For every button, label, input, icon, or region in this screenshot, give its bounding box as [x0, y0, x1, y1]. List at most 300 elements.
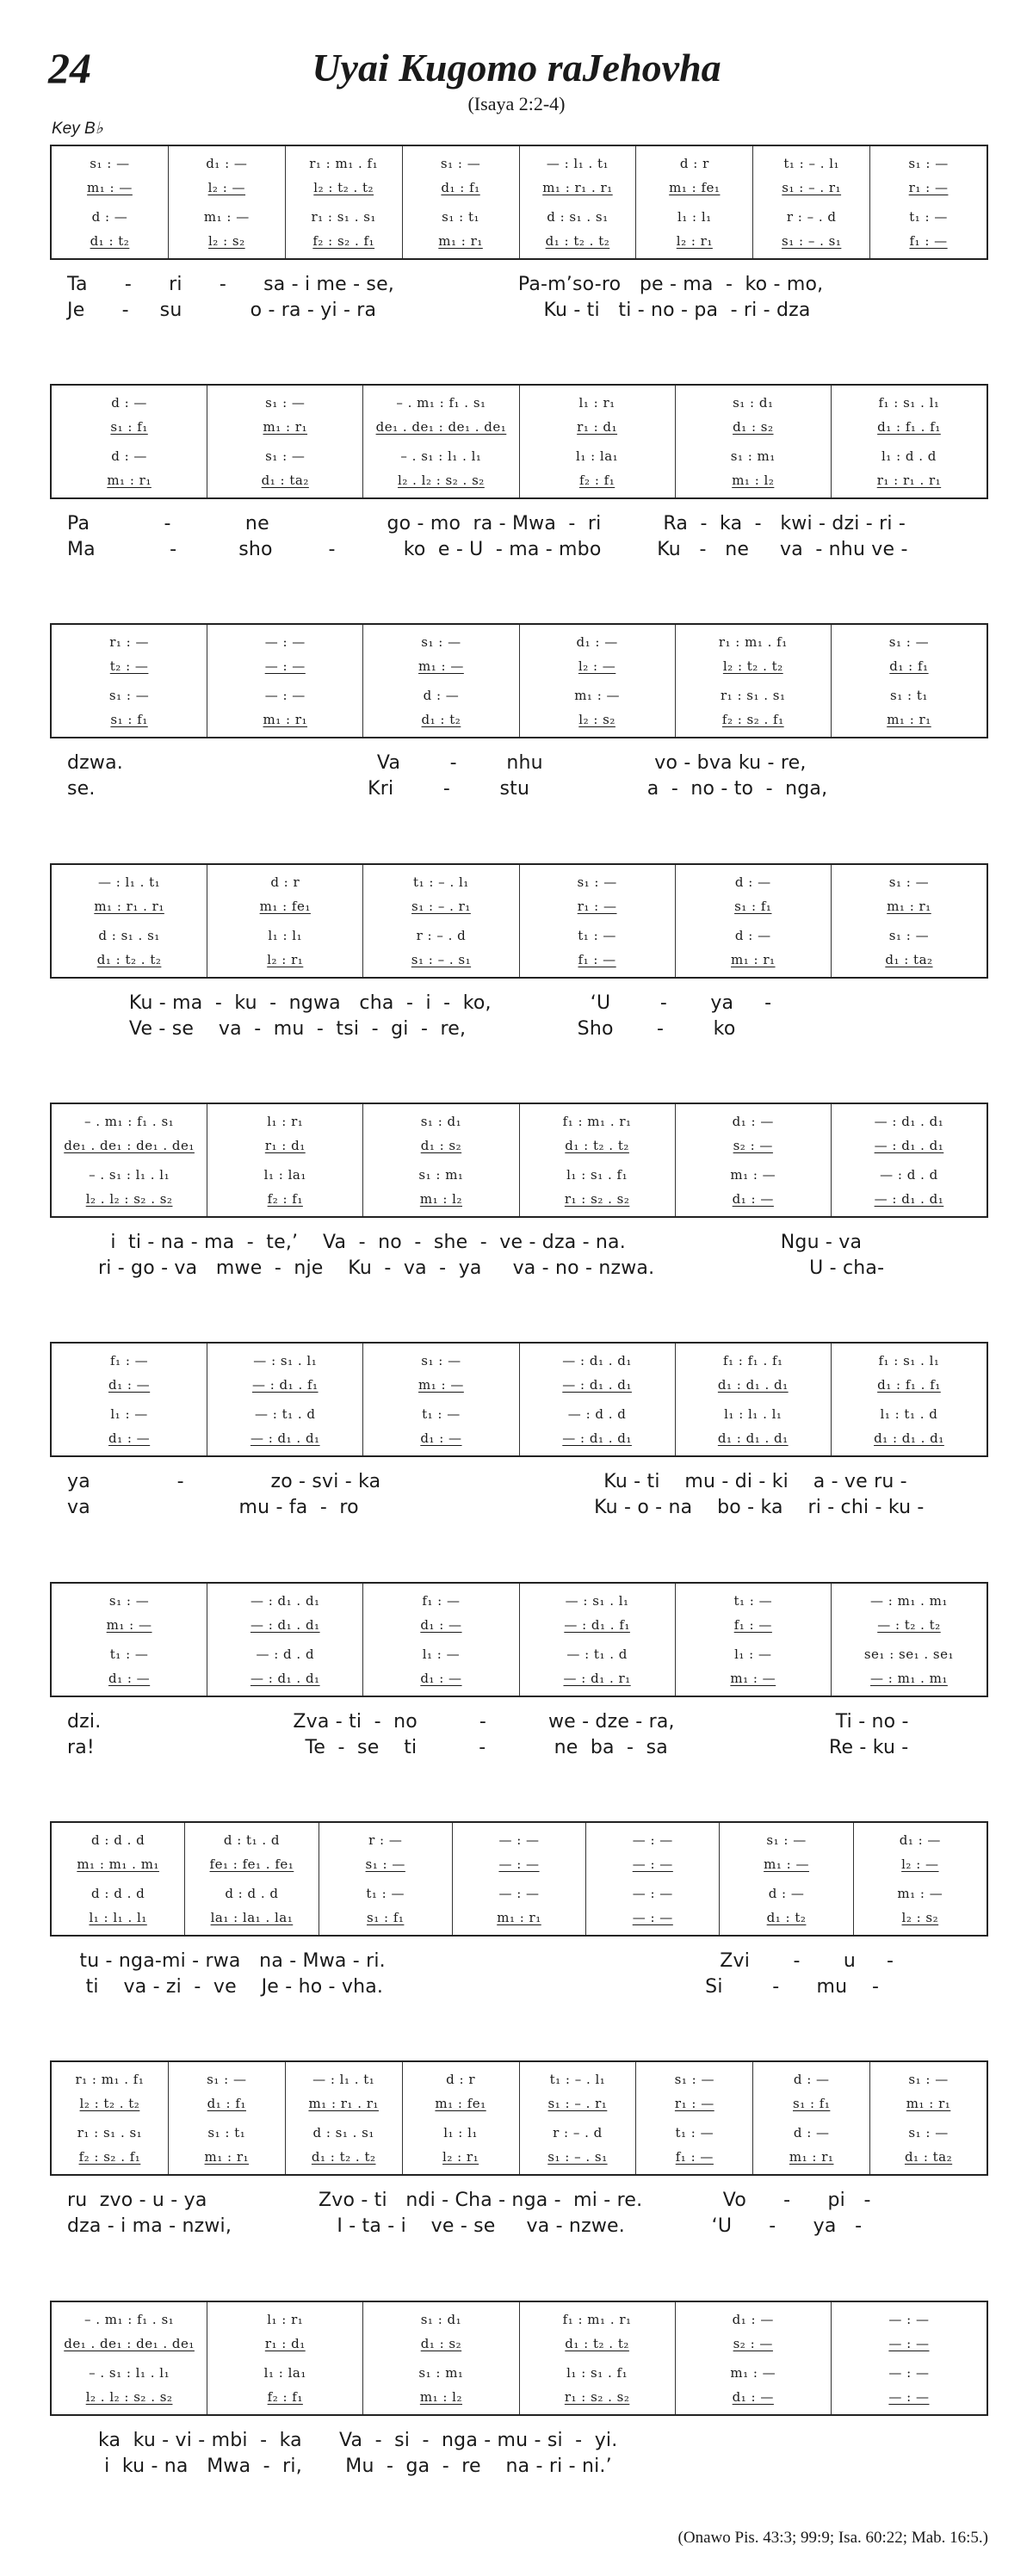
measure — [831, 386, 987, 497]
note-row: m₁ : r₁ — [263, 419, 308, 435]
note-row: d₁ : ta₂ — [904, 2149, 953, 2165]
note-row: r : – . d — [553, 2125, 603, 2140]
note-row: — : s₁ . l₁ — [565, 1593, 629, 1609]
measure — [52, 625, 207, 737]
measure — [675, 625, 831, 737]
lyric-line: ra! Te - se ti - ne ba - sa Re - ku - — [67, 1737, 909, 1758]
note-row: d : s₁ . s₁ — [547, 209, 609, 225]
note-row: d : — — [793, 2125, 830, 2140]
note-row: l₂ . l₂ : s₂ . s₂ — [85, 1191, 173, 1207]
note-row: r : – . d — [416, 928, 467, 943]
measure — [285, 2062, 402, 2174]
note-row: m₁ : l₂ — [732, 473, 775, 488]
note-row: d₁ : ta₂ — [261, 473, 309, 488]
measure — [207, 386, 362, 497]
measure — [362, 386, 518, 497]
note-row: s₁ : t₁ — [442, 209, 479, 225]
note-row: m₁ : fe₁ — [435, 2096, 486, 2111]
measure — [285, 146, 402, 258]
note-row: s₁ : f₁ — [793, 2096, 831, 2111]
note-row: — : — — [632, 1856, 673, 1872]
note-row: — : t₁ . d — [254, 1406, 316, 1422]
measure — [168, 2062, 285, 2174]
note-row: m₁ : — — [730, 1167, 776, 1183]
note-row: d₁ : d₁ . d₁ — [717, 1430, 789, 1446]
note-row: de₁ . de₁ : de₁ . de₁ — [64, 1138, 195, 1153]
lyric-line: Ve - se va - mu - tsi - gi - re, Sho - ko — [67, 1018, 736, 1040]
note-row: l₂ : r₁ — [442, 2149, 479, 2165]
note-row: d₁ : f₁ — [207, 2096, 246, 2111]
note-row: t₁ : – . l₁ — [549, 2072, 606, 2087]
note-row: t₁ : – . l₁ — [783, 156, 840, 171]
note-row: — : d₁ . d₁ — [562, 1377, 632, 1393]
note-row: m₁ : l₂ — [419, 1191, 462, 1207]
note-row: s₁ : — — [421, 634, 461, 650]
note-row: l₁ : la₁ — [263, 2365, 306, 2381]
note-row: d : r — [679, 156, 709, 171]
measure — [831, 1104, 987, 1216]
measure — [52, 146, 168, 258]
note-row: d₁ : t₂ . t₂ — [96, 952, 162, 967]
note-row: — : d₁ . f₁ — [251, 1377, 319, 1393]
note-row: r₁ : s₁ . s₁ — [721, 688, 786, 703]
staff — [50, 1582, 988, 1697]
note-row: s₁ : – . s₁ — [547, 2149, 608, 2165]
measure — [869, 2062, 987, 2174]
note-row: d : — — [111, 448, 147, 464]
note-row: s₁ : — — [674, 2072, 714, 2087]
note-row: – . m₁ : f₁ . s₁ — [84, 1114, 175, 1129]
note-row: d₁ : s₂ — [420, 2336, 462, 2351]
measure — [362, 1104, 518, 1216]
note-row: d₁ : — — [108, 1430, 151, 1446]
note-row: d : d . d — [91, 1832, 145, 1848]
note-row: l₂ : r₁ — [267, 952, 304, 967]
note-row: d₁ : t₂ — [90, 233, 130, 249]
note-row: r₁ : s₂ . s₂ — [564, 2389, 630, 2405]
measure — [319, 1823, 452, 1935]
note-row: l₁ : r₁ — [267, 2312, 304, 2327]
note-row: d₁ : f₁ — [441, 180, 480, 195]
measure — [831, 865, 987, 977]
note-row: f₁ : — — [422, 1593, 461, 1609]
note-row: — : — — [888, 2312, 930, 2327]
measure — [362, 865, 518, 977]
lyric-line: dza - i ma - nzwi, I - ta - i ve - se va - nzwe. ‘U - ya - — [67, 2215, 863, 2237]
note-row: f₁ : m₁ . r₁ — [562, 1114, 632, 1129]
note-row: m₁ : — — [574, 688, 621, 703]
note-row: s₁ : f₁ — [367, 1910, 405, 1925]
note-row: s₁ : — — [908, 2125, 949, 2140]
lyric-line: Ku - ma - ku - ngwa cha - i - ko, ‘U - ya - — [67, 992, 772, 1014]
note-row: l₂ : s₂ — [208, 233, 245, 249]
note-row: f₁ : m₁ . r₁ — [562, 2312, 632, 2327]
note-row: — : m₁ . m₁ — [870, 1593, 948, 1609]
measure — [519, 2062, 636, 2174]
lyric-line: dzwa. Va - nhu vo - bva ku - re, — [67, 752, 807, 774]
measure — [519, 1584, 675, 1696]
note-row: s₁ : f₁ — [734, 899, 772, 914]
note-row: — : l₁ . t₁ — [312, 2072, 375, 2087]
measure — [402, 146, 519, 258]
note-row: l₂ : — — [578, 658, 616, 674]
note-row: m₁ : r₁ — [906, 2096, 951, 2111]
note-row: r₁ : m₁ . f₁ — [718, 634, 788, 650]
note-row: t₂ : — — [109, 658, 149, 674]
measure — [52, 1584, 207, 1696]
scripture-reference: (Isaya 2:2-4) — [467, 93, 566, 114]
note-row: f₂ : f₁ — [578, 473, 615, 488]
lyric-line: i ti - na - ma - te,’ Va - no - she - ve - dza - na. Ngu - va — [67, 1232, 863, 1253]
note-row: — : — — [888, 2389, 930, 2405]
note-row: — : — — [888, 2336, 930, 2351]
note-row: l₂ : t₂ . t₂ — [313, 180, 374, 195]
note-row: s₁ : — — [888, 874, 930, 890]
measure — [675, 2302, 831, 2414]
note-row: s₁ : — — [888, 928, 930, 943]
note-row: r : — — [368, 1832, 403, 1848]
note-row: — : l₁ . t₁ — [97, 874, 161, 890]
note-row: d : s₁ . s₁ — [312, 2125, 374, 2140]
note-row: — : d₁ . d₁ — [562, 1430, 632, 1446]
measure — [207, 625, 362, 737]
note-row: f₁ : s₁ . l₁ — [878, 1353, 940, 1368]
note-row: — : — — [632, 1832, 673, 1848]
note-row: — : d₁ . d₁ — [562, 1353, 632, 1368]
note-row: — : — — [264, 658, 306, 674]
lyric-line: ru zvo - u - ya Zvo - ti ndi - Cha - nga - mi - re. Vo - pi - — [67, 2190, 871, 2211]
measure — [52, 865, 207, 977]
note-row: r : – . d — [786, 209, 837, 225]
note-row: s₁ : m₁ — [418, 1167, 464, 1183]
note-row: f₂ : f₁ — [267, 2389, 303, 2405]
measure — [831, 1344, 987, 1455]
note-row: — : — — [888, 2365, 930, 2381]
measure — [635, 2062, 752, 2174]
lyric-line: ri - go - va mwe - nje Ku - va - ya va - no - nzwa. U - cha- — [67, 1257, 885, 1279]
note-row: m₁ : r₁ . r₁ — [94, 899, 164, 914]
note-row: r₁ : s₁ . s₁ — [311, 209, 376, 225]
note-row: — : d₁ . r₁ — [563, 1671, 631, 1686]
note-row: — : — — [264, 688, 306, 703]
note-row: — : d₁ . d₁ — [874, 1138, 944, 1153]
note-row: l₂ : t₂ . t₂ — [722, 658, 783, 674]
note-row: d₁ : t₂ — [421, 712, 461, 727]
lyric-line: tu - nga-mi - rwa na - Mwa - ri. Zvi - u - — [67, 1950, 894, 1972]
note-row: r₁ : m₁ . f₁ — [75, 2072, 145, 2087]
note-row: l₂ : t₂ . t₂ — [79, 2096, 140, 2111]
note-row: s₁ : – . r₁ — [782, 180, 842, 195]
lyric-line: Je - su o - ra - yi - ra Ku - ti ti - no - pa - ri - dza — [67, 300, 811, 321]
note-row: m₁ : r₁ . r₁ — [308, 2096, 379, 2111]
note-row: r₁ : d₁ — [264, 2336, 306, 2351]
note-row: t₁ : — — [578, 928, 616, 943]
note-row: d : r — [446, 2072, 475, 2087]
note-row: d : — — [91, 209, 128, 225]
measure — [207, 1104, 362, 1216]
note-row: t₁ : — — [675, 2125, 714, 2140]
note-row: l₁ : l₁ — [677, 209, 712, 225]
note-row: d₁ : t₂ . t₂ — [565, 1138, 629, 1153]
note-row: m₁ : l₂ — [419, 2389, 462, 2405]
note-row: t₁ : — — [109, 1646, 149, 1662]
note-row: la₁ : la₁ . la₁ — [210, 1910, 294, 1925]
note-row: m₁ : — — [418, 1377, 464, 1393]
note-row: d₁ : — — [576, 634, 618, 650]
note-row: f₁ : f₁ . f₁ — [722, 1353, 783, 1368]
note-row: d : t₁ . d — [223, 1832, 280, 1848]
note-row: s₁ : – . r₁ — [411, 899, 471, 914]
measure — [519, 146, 636, 258]
measure — [831, 625, 987, 737]
note-row: d₁ : d₁ . d₁ — [717, 1377, 789, 1393]
note-row: — : d₁ . d₁ — [250, 1671, 320, 1686]
measure — [675, 865, 831, 977]
measure — [675, 1104, 831, 1216]
lyric-line: Ta - ri - sa - i me - se, Pa-m’so-ro pe - ma - ko - mo, — [67, 274, 824, 295]
note-row: f₁ : — — [578, 952, 616, 967]
note-row: m₁ : m₁ . m₁ — [77, 1856, 159, 1872]
measure — [52, 1823, 184, 1935]
note-row: d₁ : t₂ . t₂ — [565, 2336, 629, 2351]
lyric-line: dzi. Zva - ti - no - we - dze - ra, Ti - no - — [67, 1711, 909, 1733]
note-row: l₁ : r₁ — [267, 1114, 304, 1129]
note-row: s₁ : — — [108, 688, 150, 703]
note-row: m₁ : — — [730, 2365, 776, 2381]
note-row: s₁ : – . s₁ — [782, 233, 842, 249]
note-row: m₁ : r₁ — [204, 2149, 250, 2165]
note-row: — : — — [498, 1832, 540, 1848]
note-row: f₁ : s₁ . l₁ — [878, 395, 940, 411]
note-row: — : d . d — [256, 1646, 315, 1662]
measure — [402, 2062, 519, 2174]
measure — [362, 1584, 518, 1696]
note-row: f₂ : s₂ . f₁ — [78, 2149, 141, 2165]
note-row: — : d . d — [567, 1406, 627, 1422]
staff — [50, 145, 988, 260]
note-row: r₁ : d₁ — [577, 419, 618, 435]
measure — [52, 2062, 168, 2174]
note-row: — : — — [498, 1886, 540, 1901]
note-row: d : r — [270, 874, 300, 890]
note-row: m₁ : r₁ — [263, 712, 308, 727]
note-row: d₁ : — — [108, 1671, 151, 1686]
note-row: s₁ : — — [265, 395, 306, 411]
measure — [362, 625, 518, 737]
note-row: f₂ : f₁ — [267, 1191, 303, 1207]
note-row: s₁ : – . s₁ — [411, 952, 472, 967]
measure — [362, 2302, 518, 2414]
measure — [831, 1584, 987, 1696]
note-row: s₂ : — — [733, 2336, 773, 2351]
note-row: s₁ : — — [365, 1856, 405, 1872]
note-row: s₁ : f₁ — [110, 419, 148, 435]
note-row: t₁ : – . l₁ — [413, 874, 469, 890]
note-row: d : d . d — [225, 1886, 279, 1901]
note-row: r₁ : s₁ . s₁ — [77, 2125, 143, 2140]
note-row: r₁ : d₁ — [264, 1138, 306, 1153]
note-row: s₁ : — — [421, 1353, 461, 1368]
note-row: d₁ : — — [420, 1671, 462, 1686]
note-row: l₁ : la₁ — [576, 448, 619, 464]
note-row: – . m₁ : f₁ . s₁ — [84, 2312, 175, 2327]
note-row: d₁ : f₁ . f₁ — [877, 419, 941, 435]
note-row: t₁ : — — [422, 1406, 461, 1422]
note-row: s₁ : t₁ — [890, 688, 928, 703]
note-row: — : — — [264, 634, 306, 650]
note-row: l₁ : l₁ — [268, 928, 303, 943]
note-row: d₁ : — — [420, 1430, 462, 1446]
measure — [519, 625, 675, 737]
note-row: l₂ : — — [901, 1856, 939, 1872]
note-row: l₁ : la₁ — [263, 1167, 306, 1183]
note-row: m₁ : fe₁ — [669, 180, 721, 195]
note-row: f₁ : — — [110, 1353, 149, 1368]
note-row: m₁ : r₁ — [887, 899, 931, 914]
note-row: m₁ : — — [87, 180, 133, 195]
note-row: d : d . d — [91, 1886, 145, 1901]
note-row: — : m₁ . m₁ — [870, 1671, 948, 1686]
hymn-number: 24 — [48, 44, 91, 92]
note-row: d₁ : — — [899, 1832, 941, 1848]
note-row: d₁ : f₁ — [889, 658, 929, 674]
note-row: se₁ : se₁ . se₁ — [863, 1646, 955, 1662]
note-row: — : d₁ . d₁ — [250, 1430, 320, 1446]
note-row: d₁ : t₂ — [766, 1910, 807, 1925]
note-row: d₁ : ta₂ — [885, 952, 933, 967]
note-row: d : s₁ . s₁ — [98, 928, 160, 943]
note-row: s₁ : — — [207, 2072, 247, 2087]
note-row: s₁ : f₁ — [110, 712, 148, 727]
note-row: — : s₁ . l₁ — [253, 1353, 318, 1368]
note-row: m₁ : r₁ — [107, 473, 152, 488]
measure — [52, 386, 207, 497]
note-row: r₁ : — — [577, 899, 617, 914]
key-signature: Key B♭ — [52, 120, 103, 138]
staff — [50, 384, 988, 499]
note-row: f₁ : — — [909, 233, 948, 249]
lyric-line: ti va - zi - ve Je - ho - vha. Si - mu - — [67, 1976, 880, 1998]
note-row: d₁ : — — [732, 2312, 774, 2327]
note-row: d₁ : — — [206, 156, 248, 171]
measure — [519, 386, 675, 497]
note-row: l₂ : r₁ — [676, 233, 713, 249]
staff — [50, 2060, 988, 2176]
note-row: s₁ : d₁ — [420, 1114, 462, 1129]
note-row: m₁ : fe₁ — [259, 899, 311, 914]
note-row: — : — — [498, 1856, 540, 1872]
measure — [519, 1104, 675, 1216]
note-row: s₁ : — — [265, 448, 306, 464]
note-row: s₁ : — — [766, 1832, 807, 1848]
note-row: f₂ : s₂ . f₁ — [721, 712, 784, 727]
note-row: — : t₁ . d — [566, 1646, 628, 1662]
note-row: — : — — [632, 1886, 673, 1901]
lyric-line: ya - zo - svi - ka Ku - ti mu - di - ki a - ve ru - — [67, 1471, 907, 1492]
note-row: s₁ : – . r₁ — [547, 2096, 608, 2111]
hymn-title: Uyai Kugomo raJehovha — [312, 46, 721, 90]
measure — [207, 1344, 362, 1455]
note-row: s₂ : — — [733, 1138, 773, 1153]
lyric-line: va mu - fa - ro Ku - o - na bo - ka ri - chi - ku - — [67, 1497, 925, 1518]
note-row: l₁ : r₁ — [578, 395, 615, 411]
measure — [831, 2302, 987, 2414]
measure — [752, 146, 869, 258]
note-row: — : d₁ . d₁ — [250, 1617, 320, 1633]
note-row: s₁ : — — [577, 874, 617, 890]
note-row: s₁ : d₁ — [420, 2312, 462, 2327]
measure — [362, 1344, 518, 1455]
note-row: d₁ : s₂ — [420, 1138, 462, 1153]
measure — [207, 2302, 362, 2414]
staff — [50, 2301, 988, 2416]
measure — [519, 2302, 675, 2414]
note-row: m₁ : r₁ — [789, 2149, 834, 2165]
note-row: t₁ : — — [366, 1886, 405, 1901]
note-row: l₁ : — — [734, 1646, 772, 1662]
staff — [50, 1342, 988, 1457]
measure — [52, 2302, 207, 2414]
note-row: r₁ : s₂ . s₂ — [564, 1191, 630, 1207]
note-row: fe₁ : fe₁ . fe₁ — [209, 1856, 294, 1872]
note-row: s₁ : — — [888, 634, 930, 650]
note-row: — : d₁ . d₁ — [250, 1593, 320, 1609]
note-row: l₁ : — — [422, 1646, 461, 1662]
note-row: m₁ : — — [764, 1856, 809, 1872]
note-row: de₁ . de₁ : de₁ . de₁ — [64, 2336, 195, 2351]
lyric-line: Pa - ne go - mo ra - Mwa - ri Ra - ka - kwi - dzi - ri - — [67, 513, 906, 534]
note-row: s₁ : — — [440, 156, 481, 171]
note-row: d₁ : — — [108, 1377, 151, 1393]
note-row: l₁ : s₁ . f₁ — [566, 2365, 628, 2381]
note-row: d₁ : — — [732, 1191, 774, 1207]
measure — [52, 1104, 207, 1216]
note-row: m₁ : r₁ — [438, 233, 483, 249]
note-row: — : d . d — [880, 1167, 938, 1183]
note-row: s₁ : — — [908, 156, 949, 171]
measure — [519, 1344, 675, 1455]
note-row: d : — — [111, 395, 147, 411]
note-row: — : d₁ . d₁ — [874, 1191, 944, 1207]
note-row: – . s₁ : l₁ . l₁ — [400, 448, 482, 464]
note-row: r₁ : — — [674, 2096, 714, 2111]
note-row: r₁ : m₁ . f₁ — [309, 156, 379, 171]
staff — [50, 623, 988, 738]
measure — [184, 1823, 318, 1935]
note-row: — : d₁ . d₁ — [874, 1114, 944, 1129]
note-row: – . m₁ : f₁ . s₁ — [396, 395, 486, 411]
measure — [752, 2062, 869, 2174]
note-row: f₁ : — — [675, 2149, 714, 2165]
note-row: l₂ : — — [207, 180, 246, 195]
note-row: s₁ : t₁ — [207, 2125, 246, 2140]
note-row: d : — — [734, 874, 771, 890]
note-row: — : l₁ . t₁ — [546, 156, 609, 171]
measure — [452, 1823, 585, 1935]
note-row: d : — — [734, 928, 771, 943]
note-row: l₂ : s₂ — [578, 712, 615, 727]
note-row: s₁ : — — [908, 2072, 949, 2087]
note-row: m₁ : — — [106, 1617, 152, 1633]
note-row: d₁ : f₁ . f₁ — [877, 1377, 941, 1393]
note-row: l₂ : s₂ — [901, 1910, 939, 1925]
lyric-line: ka ku - vi - mbi - ka Va - si - nga - mu - si - yi. — [67, 2430, 618, 2451]
note-row: l₁ : t₁ . d — [880, 1406, 938, 1422]
note-row: d₁ : — — [732, 2389, 774, 2405]
note-row: d : — — [793, 2072, 830, 2087]
staff — [50, 863, 988, 979]
note-row: m₁ : — — [730, 1671, 776, 1686]
